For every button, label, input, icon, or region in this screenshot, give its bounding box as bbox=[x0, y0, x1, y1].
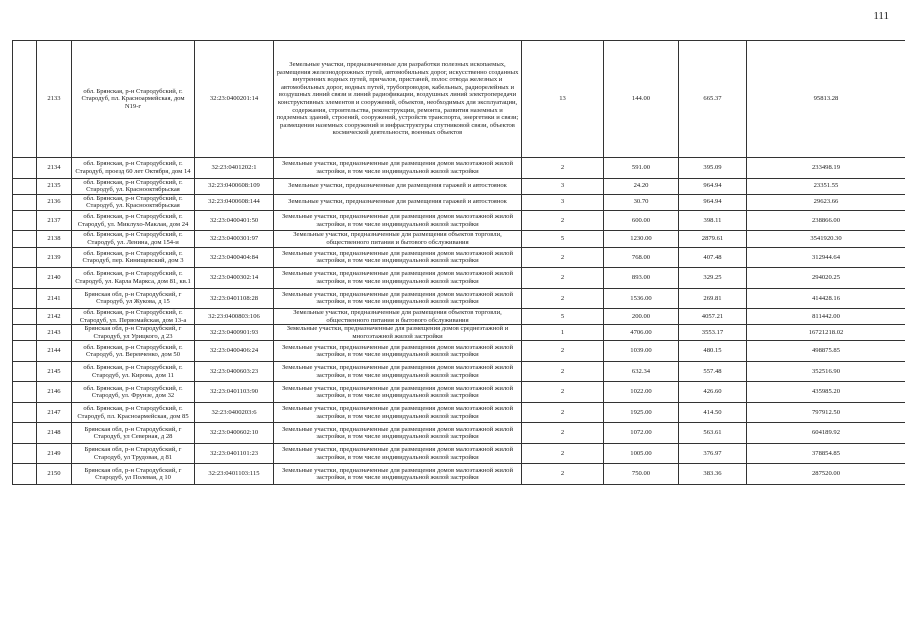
specific-value-cell: 329.25 bbox=[679, 268, 747, 289]
use-category-cell: 2 bbox=[522, 361, 604, 382]
row-index-cell bbox=[13, 325, 37, 341]
row-index-cell bbox=[13, 231, 37, 247]
row-number-cell: 2148 bbox=[37, 423, 72, 444]
land-use-cell: Земельные участки, предназначенные для размещения домов малоэтажной жилой застройки, в том числе индивидуальной жилой застройки bbox=[274, 247, 522, 268]
table-row bbox=[13, 325, 905, 341]
area-cell: 1230.00 bbox=[604, 231, 679, 247]
cadastral-value-cell: 233498.19 bbox=[747, 158, 905, 179]
address-cell: обл. Брянская, р-н Стародубский, г. Стародуб, ул. Миклухо-Маклая, дом 24 bbox=[72, 210, 195, 231]
row-number-cell: 2138 bbox=[37, 231, 72, 247]
use-category-cell: 2 bbox=[522, 288, 604, 309]
row-index-cell bbox=[13, 158, 37, 179]
use-category-cell: 2 bbox=[522, 268, 604, 289]
address-cell: Брянская обл, р-н Стародубский, г Стародуб, ул Урицкого, д 23 bbox=[72, 325, 195, 341]
specific-value-cell: 395.09 bbox=[679, 158, 747, 179]
use-category-cell: 3 bbox=[522, 178, 604, 194]
land-use-cell: Земельные участки, предназначенные для размещения домов малоэтажной жилой застройки, в том числе индивидуальной жилой застройки bbox=[274, 382, 522, 403]
use-category-cell: 3 bbox=[522, 194, 604, 210]
address-cell: обл. Брянская, р-н Стародубский, г. Стародуб, ул. Ленина, дом 154-и bbox=[72, 231, 195, 247]
row-index-cell bbox=[13, 210, 37, 231]
area-cell: 1925.00 bbox=[604, 402, 679, 423]
specific-value-cell: 4057.21 bbox=[679, 309, 747, 325]
land-use-cell: Земельные участки, предназначенные для размещения объектов торговли, общественного питания и бытового обслуживания bbox=[274, 309, 522, 325]
specific-value-cell: 398.11 bbox=[679, 210, 747, 231]
area-cell: 591.00 bbox=[604, 158, 679, 179]
row-number-cell: 2145 bbox=[37, 361, 72, 382]
row-number-cell: 2139 bbox=[37, 247, 72, 268]
cadastral-value-cell: 16721218.02 bbox=[747, 325, 905, 341]
address-cell: обл. Брянская, р-н Стародубский, г. Стародуб, пл. Красноармейская, дом 85 bbox=[72, 402, 195, 423]
row-number-cell: 2150 bbox=[37, 464, 72, 485]
use-category-cell: 2 bbox=[522, 210, 604, 231]
cadastral-number-cell: 32:23:0400608:144 bbox=[195, 194, 274, 210]
cadastral-number-cell: 32:23:0400201:14 bbox=[195, 41, 274, 158]
area-cell: 893.00 bbox=[604, 268, 679, 289]
address-cell: обл. Брянская, р-н Стародубский, г. Стародуб, ул. Краснооктябрьская bbox=[72, 178, 195, 194]
specific-value-cell: 376.97 bbox=[679, 443, 747, 464]
row-index-cell bbox=[13, 194, 37, 210]
address-cell: обл. Брянская, р-н Стародубский, г. Стародуб, ул. Краснооктябрьская bbox=[72, 194, 195, 210]
row-index-cell bbox=[13, 247, 37, 268]
row-number-cell: 2146 bbox=[37, 382, 72, 403]
cadastral-number-cell: 32:23:0401101:23 bbox=[195, 443, 274, 464]
address-cell: обл. Брянская, р-н Стародубский, г. Стародуб, проезд 60 лет Октября, дом 14 bbox=[72, 158, 195, 179]
land-use-cell: Земельные участки, предназначенные для разработки полезных ископаемых, размещения железнодорожных путей, автомобильных дорог, искусственно созданных внутренних водных путей, причалов, пристаней, полос отвода железных и автомобильных дорог, водных путей, трубопроводов, кабельных, радиорелейных и воздушных линий связи и линий радиофикации, воздушных линий электропередачи конструктивных элементов и сооружений, объектов, необходимых для эксплуатации, содержания, строительства, реконструкции, ремонта, развития наземных и подземных зданий, строений, сооружений, устройств транспорта, энергетики и связи; размещения наземных сооружений и инфраструктуры спутниковой связи, объектов космической деятельности, военных объектов bbox=[274, 41, 522, 158]
specific-value-cell: 269.81 bbox=[679, 288, 747, 309]
row-index-cell bbox=[13, 268, 37, 289]
use-category-cell: 2 bbox=[522, 158, 604, 179]
land-use-cell: Земельные участки, предназначенные для размещения домов среднеэтажной и многоэтажной жилой застройки bbox=[274, 325, 522, 341]
table-row bbox=[13, 464, 905, 485]
land-use-cell: Земельные участки, предназначенные для размещения домов малоэтажной жилой застройки, в том числе индивидуальной жилой застройки bbox=[274, 341, 522, 362]
cadastral-value-cell: 414428.16 bbox=[747, 288, 905, 309]
table-row bbox=[13, 41, 905, 158]
cadastral-value-cell: 238866.00 bbox=[747, 210, 905, 231]
area-cell: 632.34 bbox=[604, 361, 679, 382]
address-cell: Брянская обл, р-н Стародубский, г Стародуб, ул Полевая, д 10 bbox=[72, 464, 195, 485]
cadastral-value-cell: 287520.00 bbox=[747, 464, 905, 485]
land-use-cell: Земельные участки, предназначенные для размещения домов малоэтажной жилой застройки, в том числе индивидуальной жилой застройки bbox=[274, 423, 522, 444]
cadastral-number-cell: 32:23:0401202:1 bbox=[195, 158, 274, 179]
table-row bbox=[13, 194, 905, 210]
specific-value-cell: 2879.61 bbox=[679, 231, 747, 247]
specific-value-cell: 407.48 bbox=[679, 247, 747, 268]
cadastral-number-cell: 32:23:0400404:84 bbox=[195, 247, 274, 268]
area-cell: 4706.00 bbox=[604, 325, 679, 341]
cadastral-value-cell: 29623.66 bbox=[747, 194, 905, 210]
cadastral-value-cell: 23351.55 bbox=[747, 178, 905, 194]
table-row bbox=[13, 443, 905, 464]
specific-value-cell: 665.37 bbox=[679, 41, 747, 158]
specific-value-cell: 480.15 bbox=[679, 341, 747, 362]
table-row bbox=[13, 231, 905, 247]
cadastral-number-cell: 32:23:0400602:10 bbox=[195, 423, 274, 444]
cadastral-number-cell: 32:23:0400803:106 bbox=[195, 309, 274, 325]
row-index-cell bbox=[13, 361, 37, 382]
area-cell: 24.20 bbox=[604, 178, 679, 194]
row-number-cell: 2133 bbox=[37, 41, 72, 158]
specific-value-cell: 414.50 bbox=[679, 402, 747, 423]
row-index-cell bbox=[13, 464, 37, 485]
table-row bbox=[13, 402, 905, 423]
use-category-cell: 2 bbox=[522, 382, 604, 403]
land-use-cell: Земельные участки, предназначенные для размещения гаражей и автостоянок bbox=[274, 194, 522, 210]
row-number-cell: 2149 bbox=[37, 443, 72, 464]
table-row bbox=[13, 158, 905, 179]
cadastral-value-cell: 3541920.30 bbox=[747, 231, 905, 247]
area-cell: 1022.00 bbox=[604, 382, 679, 403]
cadastral-value-cell: 95813.28 bbox=[747, 41, 905, 158]
use-category-cell: 2 bbox=[522, 443, 604, 464]
land-use-cell: Земельные участки, предназначенные для размещения домов малоэтажной жилой застройки, в том числе индивидуальной жилой застройки bbox=[274, 210, 522, 231]
address-cell: обл. Брянская, р-н Стародубский, г. Стародуб, пл. Красноармейская, дом N19-г bbox=[72, 41, 195, 158]
row-number-cell: 2140 bbox=[37, 268, 72, 289]
area-cell: 768.00 bbox=[604, 247, 679, 268]
table-row bbox=[13, 268, 905, 289]
table-row bbox=[13, 247, 905, 268]
area-cell: 200.00 bbox=[604, 309, 679, 325]
address-cell: обл. Брянская, р-н Стародубский, г. Стародуб, ул. Фрунзе, дом 32 bbox=[72, 382, 195, 403]
address-cell: обл. Брянская, р-н Стародубский, г. Стародуб, ул. Веревченко, дом 50 bbox=[72, 341, 195, 362]
address-cell: Брянская обл, р-н Стародубский, г Стародуб, ул Северная, д 28 bbox=[72, 423, 195, 444]
use-category-cell: 2 bbox=[522, 341, 604, 362]
address-cell: обл. Брянская, р-н Стародубский, г. Стародуб, ул. Карла Маркса, дом 81, кв.1 bbox=[72, 268, 195, 289]
row-number-cell: 2134 bbox=[37, 158, 72, 179]
cadastral-number-cell: 32:23:0400608:109 bbox=[195, 178, 274, 194]
use-category-cell: 5 bbox=[522, 309, 604, 325]
area-cell: 1536.00 bbox=[604, 288, 679, 309]
cadastral-number-cell: 32:23:0401103:90 bbox=[195, 382, 274, 403]
cadastral-number-cell: 32:23:0400301:97 bbox=[195, 231, 274, 247]
cadastral-value-cell: 294020.25 bbox=[747, 268, 905, 289]
table-body bbox=[13, 41, 905, 485]
cadastral-number-cell: 32:23:0400203:6 bbox=[195, 402, 274, 423]
area-cell: 750.00 bbox=[604, 464, 679, 485]
row-index-cell bbox=[13, 382, 37, 403]
cadastral-number-cell: 32:23:0400401:50 bbox=[195, 210, 274, 231]
row-number-cell: 2141 bbox=[37, 288, 72, 309]
cadastral-number-cell: 32:23:0400901:93 bbox=[195, 325, 274, 341]
cadastral-value-cell: 435985.20 bbox=[747, 382, 905, 403]
row-index-cell bbox=[13, 423, 37, 444]
area-cell: 600.00 bbox=[604, 210, 679, 231]
land-use-cell: Земельные участки, предназначенные для размещения домов малоэтажной жилой застройки, в том числе индивидуальной жилой застройки bbox=[274, 288, 522, 309]
specific-value-cell: 557.48 bbox=[679, 361, 747, 382]
row-index-cell bbox=[13, 288, 37, 309]
address-cell: Брянская обл, р-н Стародубский, г Стародуб, ул Жукова, д 15 bbox=[72, 288, 195, 309]
table-row bbox=[13, 178, 905, 194]
land-use-cell: Земельные участки, предназначенные для размещения домов малоэтажной жилой застройки, в том числе индивидуальной жилой застройки bbox=[274, 158, 522, 179]
cadastral-value-cell: 312944.64 bbox=[747, 247, 905, 268]
row-index-cell bbox=[13, 341, 37, 362]
land-use-cell: Земельные участки, предназначенные для размещения гаражей и автостоянок bbox=[274, 178, 522, 194]
address-cell: обл. Брянская, р-н Стародубский, г. Стародуб, ул. Первомайская, дом 13-а bbox=[72, 309, 195, 325]
row-number-cell: 2136 bbox=[37, 194, 72, 210]
use-category-cell: 2 bbox=[522, 247, 604, 268]
cadastral-value-cell: 811442.00 bbox=[747, 309, 905, 325]
land-use-cell: Земельные участки, предназначенные для размещения домов малоэтажной жилой застройки, в том числе индивидуальной жилой застройки bbox=[274, 268, 522, 289]
table-row bbox=[13, 341, 905, 362]
land-use-cell: Земельные участки, предназначенные для размещения домов малоэтажной жилой застройки, в том числе индивидуальной жилой застройки bbox=[274, 443, 522, 464]
use-category-cell: 2 bbox=[522, 464, 604, 485]
row-number-cell: 2135 bbox=[37, 178, 72, 194]
cadastral-number-cell: 32:23:0400406:24 bbox=[195, 341, 274, 362]
area-cell: 1072.00 bbox=[604, 423, 679, 444]
address-cell: обл. Брянская, р-н Стародубский, г. Стародуб, ул. Кирова, дом 11 bbox=[72, 361, 195, 382]
table-row bbox=[13, 423, 905, 444]
cadastral-number-cell: 32:23:0401103:115 bbox=[195, 464, 274, 485]
specific-value-cell: 964.94 bbox=[679, 194, 747, 210]
land-use-cell: Земельные участки, предназначенные для размещения объектов торговли, общественного питания и бытового обслуживания bbox=[274, 231, 522, 247]
use-category-cell: 2 bbox=[522, 402, 604, 423]
use-category-cell: 1 bbox=[522, 325, 604, 341]
cadastral-number-cell: 32:23:0400302:14 bbox=[195, 268, 274, 289]
use-category-cell: 2 bbox=[522, 423, 604, 444]
row-index-cell bbox=[13, 402, 37, 423]
table-row bbox=[13, 382, 905, 403]
row-index-cell bbox=[13, 41, 37, 158]
row-index-cell bbox=[13, 309, 37, 325]
address-cell: обл. Брянская, р-н Стародубский, г. Стародуб, пер. Кинищевский, дом 3 bbox=[72, 247, 195, 268]
row-number-cell: 2142 bbox=[37, 309, 72, 325]
address-cell: Брянская обл, р-н Стародубский, г Стародуб, ул Трудовая, д 81 bbox=[72, 443, 195, 464]
land-use-cell: Земельные участки, предназначенные для размещения домов малоэтажной жилой застройки, в том числе индивидуальной жилой застройки bbox=[274, 402, 522, 423]
area-cell: 30.70 bbox=[604, 194, 679, 210]
row-index-cell bbox=[13, 443, 37, 464]
cadastral-value-cell: 352516.90 bbox=[747, 361, 905, 382]
cadastral-value-cell: 797912.50 bbox=[747, 402, 905, 423]
use-category-cell: 13 bbox=[522, 41, 604, 158]
specific-value-cell: 563.61 bbox=[679, 423, 747, 444]
use-category-cell: 5 bbox=[522, 231, 604, 247]
row-number-cell: 2147 bbox=[37, 402, 72, 423]
row-number-cell: 2137 bbox=[37, 210, 72, 231]
table-row bbox=[13, 361, 905, 382]
table-row bbox=[13, 288, 905, 309]
cadastral-value-cell: 604189.92 bbox=[747, 423, 905, 444]
cadastral-value-cell: 498875.85 bbox=[747, 341, 905, 362]
land-use-cell: Земельные участки, предназначенные для размещения домов малоэтажной жилой застройки, в том числе индивидуальной жилой застройки bbox=[274, 464, 522, 485]
page-number: 111 bbox=[873, 10, 889, 22]
table-row bbox=[13, 210, 905, 231]
land-use-cell: Земельные участки, предназначенные для размещения домов малоэтажной жилой застройки, в том числе индивидуальной жилой застройки bbox=[274, 361, 522, 382]
specific-value-cell: 964.94 bbox=[679, 178, 747, 194]
row-number-cell: 2144 bbox=[37, 341, 72, 362]
cadastral-number-cell: 32:23:0400603:23 bbox=[195, 361, 274, 382]
area-cell: 1005.00 bbox=[604, 443, 679, 464]
row-number-cell: 2143 bbox=[37, 325, 72, 341]
area-cell: 144.00 bbox=[604, 41, 679, 158]
cadastral-number-cell: 32:23:0401108:28 bbox=[195, 288, 274, 309]
specific-value-cell: 383.36 bbox=[679, 464, 747, 485]
specific-value-cell: 3553.17 bbox=[679, 325, 747, 341]
specific-value-cell: 426.60 bbox=[679, 382, 747, 403]
cadastral-table bbox=[12, 40, 905, 485]
table-row bbox=[13, 309, 905, 325]
area-cell: 1039.00 bbox=[604, 341, 679, 362]
cadastral-value-cell: 378854.85 bbox=[747, 443, 905, 464]
row-index-cell bbox=[13, 178, 37, 194]
